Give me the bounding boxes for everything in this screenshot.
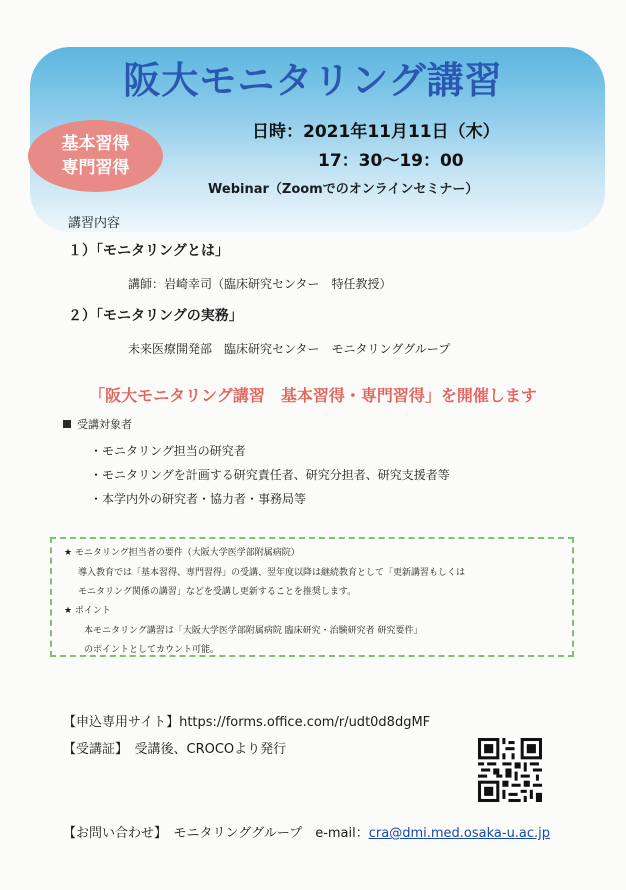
target-item: ・モニタリング担当の研究者 (90, 444, 246, 458)
notes-point-title: ★ ポイント (64, 606, 111, 616)
contact-email-link[interactable]: cra@dmi.med.osaka-u.ac.jp (368, 826, 551, 841)
badge-line-basic: 基本習得 (61, 134, 130, 154)
contact-info (63, 822, 550, 841)
course-badge (28, 120, 163, 192)
target-item: ・本学内外の研究者・協力者・事務局等 (90, 492, 307, 506)
qr-code-icon[interactable] (478, 738, 542, 802)
page-title: 阪大モニタリング講習 (123, 59, 503, 102)
certificate-info: 【受講証】 受講後、CROCOより発行 (63, 742, 287, 757)
target-item: ・モニタリングを計画する研究責任者、研究分担者、研究支援者等 (90, 468, 450, 482)
contact-label: 【お問い合わせ】 モニタリンググループ e-mail： (63, 826, 369, 841)
notes-requirement-line: モニタリング関係の講習」などを受講し更新することを推奨します。 (78, 587, 357, 597)
event-time: 17：30〜19：00 (318, 151, 464, 171)
content-heading: 講習内容 (68, 216, 121, 231)
apply-site (63, 711, 430, 730)
notes-requirement-title: ★ モニタリング担当者の要件（大阪大学医学部附属病院） (64, 548, 300, 558)
notes-requirement-line: 導入教育では「基本習得、専門習得」の受講、翌年度以降は継続教育として「更新講習もしくは (78, 568, 466, 578)
notes-point-line: のポイントとしてカウント可能。 (84, 645, 220, 655)
notes-point-line: 本モニタリング講習は「大阪大学医学部附属病院 臨床研究・治験研究者 研究要件」 (84, 626, 423, 636)
event-format: Webinar（Zoomでのオンラインセミナー） (208, 182, 479, 197)
content-item-1-detail: 講師：岩崎幸司（臨床研究センター 特任教授） (128, 277, 392, 291)
target-title: 受講対象者 (77, 418, 132, 431)
content-item-1: １）「モニタリングとは」 (68, 243, 229, 259)
square-bullet-icon (63, 420, 71, 428)
content-item-2-detail: 未来医療開発部 臨床研究センター モニタリンググループ (128, 342, 451, 356)
announcement: 「阪大モニタリング講習 基本習得・専門習得」を開催します (89, 386, 537, 405)
content-item-2: ２）「モニタリングの実務」 (68, 308, 243, 324)
badge-line-advanced: 専門習得 (61, 158, 130, 178)
event-date: 日時：2021年11月11日（木） (252, 122, 500, 142)
apply-site-link[interactable]: 【申込専用サイト】https://forms.office.com/r/udt0d8dgMF (63, 715, 431, 730)
